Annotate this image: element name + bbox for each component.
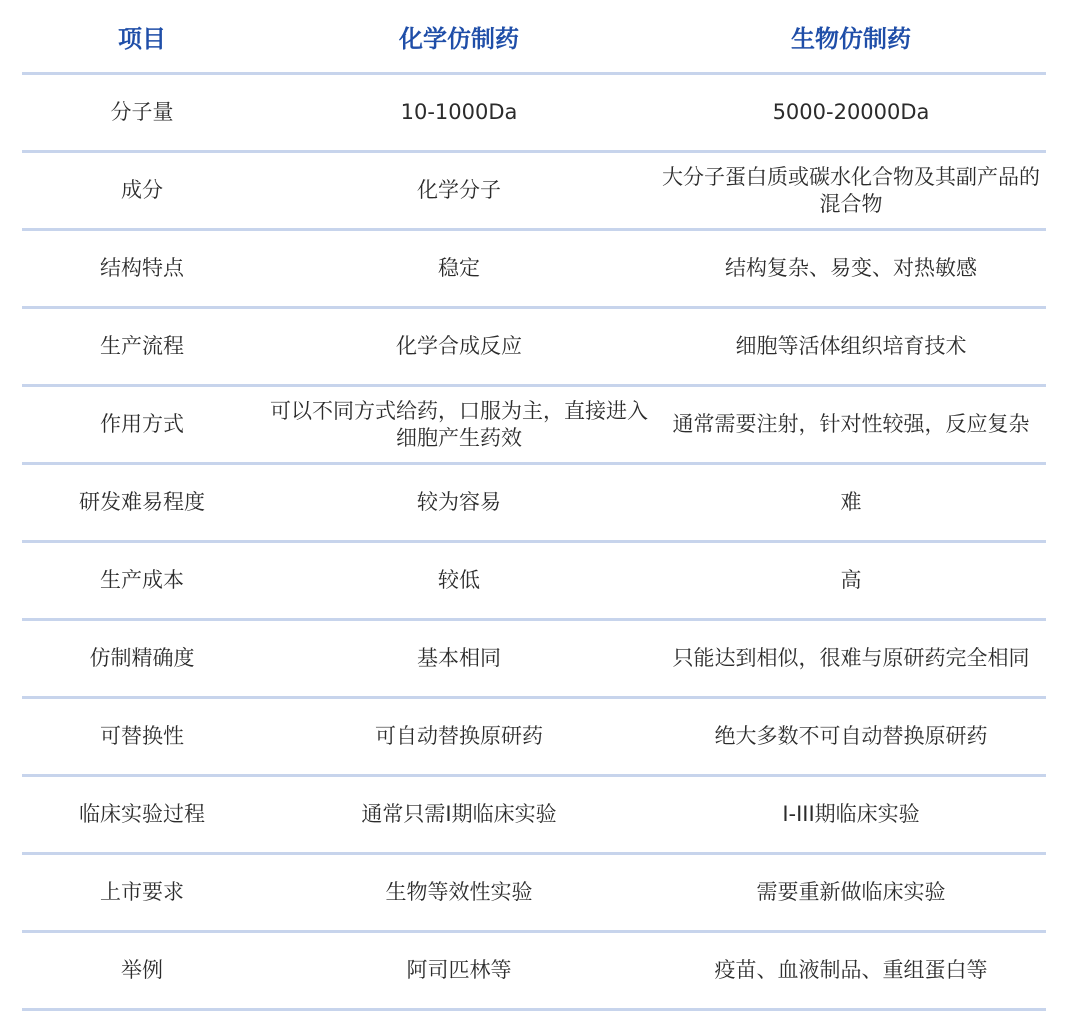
table-row xyxy=(22,777,1046,855)
row-chemical: 可以不同方式给药，口服为主，直接进入细胞产生药效 xyxy=(270,398,648,450)
table-row xyxy=(22,231,1046,309)
row-biological: 绝大多数不可自动替换原研药 xyxy=(714,724,988,748)
row-item: 生产成本 xyxy=(100,568,184,592)
row-item: 生产流程 xyxy=(100,334,184,358)
row-item: 结构特点 xyxy=(100,256,184,280)
row-item: 上市要求 xyxy=(100,880,184,904)
table-row xyxy=(22,855,1046,933)
table-row xyxy=(22,699,1046,777)
row-chemical: 10-1000Da xyxy=(400,100,518,124)
row-biological: 难 xyxy=(840,490,862,514)
row-item: 仿制精确度 xyxy=(89,646,195,670)
row-chemical: 较低 xyxy=(438,568,480,592)
row-chemical: 生物等效性实验 xyxy=(385,880,533,904)
row-biological: 疫苗、血液制品、重组蛋白等 xyxy=(714,958,988,982)
header-biological-generic: 生物仿制药 xyxy=(791,24,911,53)
row-chemical: 稳定 xyxy=(438,256,480,280)
table-row xyxy=(22,621,1046,699)
row-chemical: 化学分子 xyxy=(417,178,501,202)
table-row xyxy=(22,465,1046,543)
comparison-table xyxy=(22,0,1046,1011)
row-biological: 通常需要注射，针对性较强，反应复杂 xyxy=(672,412,1030,436)
row-biological: 5000-20000Da xyxy=(772,100,930,124)
header-chemical-generic: 化学仿制药 xyxy=(399,24,519,53)
row-biological: 结构复杂、易变、对热敏感 xyxy=(725,256,977,280)
table-row xyxy=(22,933,1046,1011)
row-biological: I-III期临床实验 xyxy=(782,802,920,826)
row-item: 临床实验过程 xyxy=(79,802,205,826)
header-item: 项目 xyxy=(118,24,166,53)
row-item: 作用方式 xyxy=(100,412,184,436)
row-item: 成分 xyxy=(121,178,163,202)
table-row xyxy=(22,153,1046,231)
table-row xyxy=(22,75,1046,153)
row-chemical: 通常只需I期临床实验 xyxy=(361,802,557,826)
row-chemical: 可自动替换原研药 xyxy=(375,724,543,748)
row-chemical: 阿司匹林等 xyxy=(406,958,512,982)
row-biological: 只能达到相似，很难与原研药完全相同 xyxy=(672,646,1030,670)
table-row xyxy=(22,309,1046,387)
row-item: 举例 xyxy=(121,958,163,982)
row-chemical: 化学合成反应 xyxy=(396,334,522,358)
row-biological: 大分子蛋白质或碳水化合物及其副产品的混合物 xyxy=(662,164,1040,216)
table-row xyxy=(22,543,1046,621)
row-biological: 需要重新做临床实验 xyxy=(756,880,946,904)
table-header xyxy=(22,0,1046,75)
row-item: 研发难易程度 xyxy=(79,490,205,514)
row-biological: 高 xyxy=(840,568,862,592)
row-item: 分子量 xyxy=(110,100,174,124)
row-chemical: 基本相同 xyxy=(417,646,501,670)
row-chemical: 较为容易 xyxy=(417,490,501,514)
row-item: 可替换性 xyxy=(100,724,184,748)
table-row xyxy=(22,387,1046,465)
row-biological: 细胞等活体组织培育技术 xyxy=(735,334,967,358)
